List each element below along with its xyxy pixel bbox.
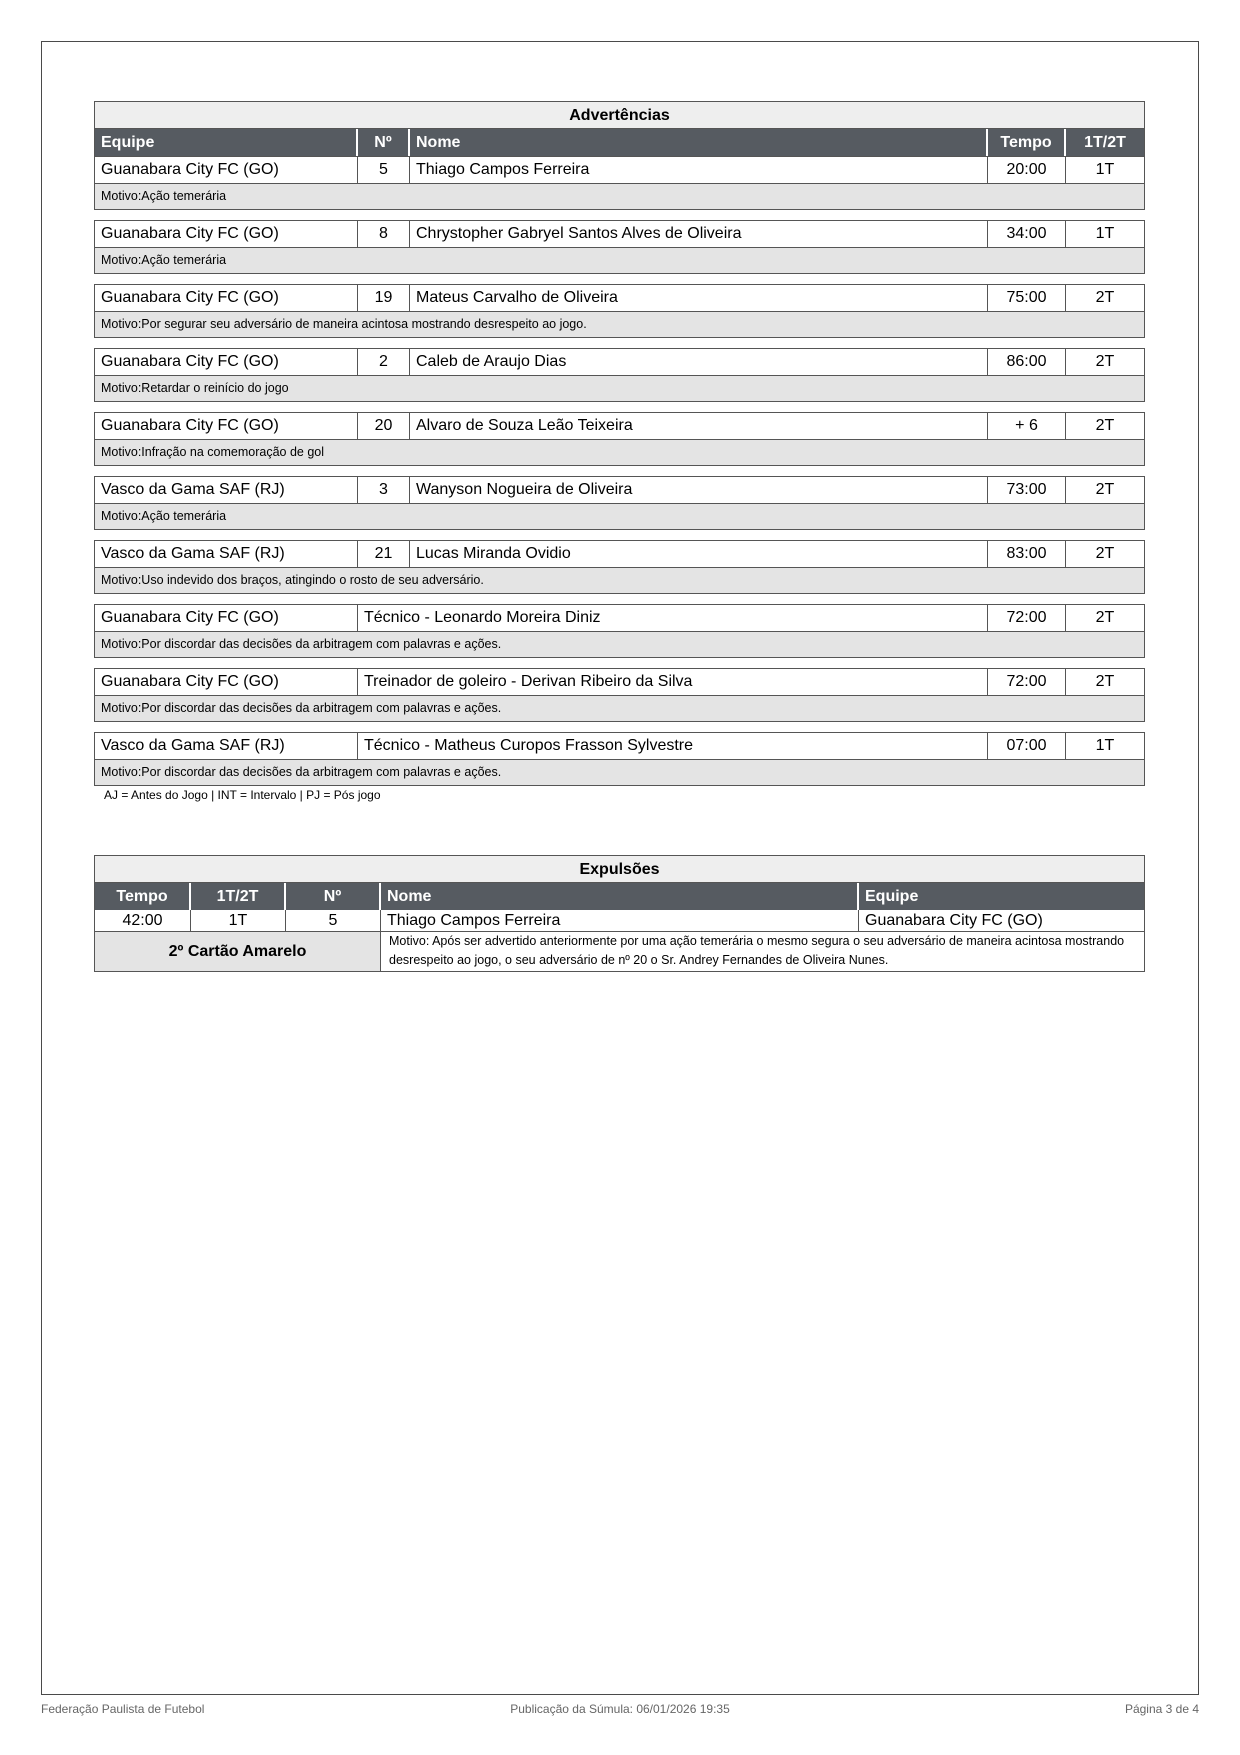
cell-equipe: Vasco da Gama SAF (RJ) — [95, 477, 358, 503]
cell-motivo: Motivo:Uso indevido dos braços, atingindo o rosto de seu adversário. — [94, 568, 1145, 594]
cell-periodo: 1T — [1095, 225, 1115, 242]
cell-equipe: Guanabara City FC (GO) — [95, 221, 358, 247]
cell-tempo: 07:00 — [988, 733, 1066, 759]
cell-tempo: 73:00 — [988, 477, 1066, 503]
table-row — [94, 540, 1145, 568]
warnings-title: Advertências — [94, 101, 1145, 129]
cell-staff-nome: Técnico - Leonardo Moreira Diniz — [358, 605, 988, 631]
cell-equipe: Guanabara City FC (GO) — [95, 349, 358, 375]
cell-periodo: 2T — [1095, 417, 1115, 434]
cell-nome: Alvaro de Souza Leão Teixeira — [410, 413, 988, 439]
cell-staff-nome: Treinador de goleiro - Derivan Ribeiro da Silva — [358, 669, 988, 695]
cell-equipe: Guanabara City FC (GO) — [95, 605, 358, 631]
cell-tempo: 83:00 — [988, 541, 1066, 567]
cell-motivo: Motivo:Ação temerária — [94, 184, 1145, 210]
staff-warning-entry — [94, 668, 1145, 722]
header-numero: Nº — [286, 883, 381, 910]
cell-motivo: Motivo:Por discordar das decisões da arbitragem com palavras e ações. — [94, 632, 1145, 658]
cell-nome: Thiago Campos Ferreira — [410, 157, 988, 183]
header-periodo: 1T/2T — [1084, 134, 1126, 151]
cell-periodo: 1T — [191, 910, 286, 931]
cell-motivo: Motivo: Após ser advertido anteriormente por uma ação temerária o mesmo segura o seu adversário de maneira acintosa mostrando desrespeito ao jogo, o seu adversário de nº 20 o Sr. Andrey Fernandes de Oliveira Nunes. — [389, 934, 1125, 967]
header-equipe: Equipe — [95, 129, 358, 156]
cell-equipe: Guanabara City FC (GO) — [95, 413, 358, 439]
warnings-header — [94, 129, 1145, 156]
cell-nome: Wanyson Nogueira de Oliveira — [410, 477, 988, 503]
table-row — [94, 412, 1145, 440]
header-tempo: Tempo — [95, 883, 191, 910]
header-periodo: 1T/2T — [191, 883, 286, 910]
expulsions-table — [94, 855, 1145, 972]
table-row — [94, 220, 1145, 248]
table-row — [94, 284, 1145, 312]
table-row — [94, 668, 1145, 696]
header-equipe: Equipe — [865, 888, 919, 905]
table-row — [94, 732, 1145, 760]
cell-nome: Lucas Miranda Ovidio — [410, 541, 988, 567]
legend-text: AJ = Antes do Jogo | INT = Intervalo | PJ = Pós jogo — [104, 788, 381, 802]
footer-organization: Federação Paulista de Futebol — [41, 1702, 205, 1716]
table-row — [94, 476, 1145, 504]
header-tempo: Tempo — [988, 129, 1066, 156]
expulsions-header — [94, 883, 1145, 910]
cell-tempo: 72:00 — [988, 605, 1066, 631]
cell-equipe: Guanabara City FC (GO) — [865, 912, 1043, 929]
footer-publication-date: Publicação da Súmula: 06/01/2026 19:35 — [510, 1702, 730, 1716]
cell-nome: Chrystopher Gabryel Santos Alves de Oliveira — [410, 221, 988, 247]
warning-entry — [94, 348, 1145, 402]
expulsion-detail — [94, 932, 1145, 972]
cell-tempo: 34:00 — [988, 221, 1066, 247]
table-row — [94, 910, 1145, 932]
table-row — [94, 348, 1145, 376]
cell-equipe: Guanabara City FC (GO) — [95, 157, 358, 183]
cell-numero: 20 — [358, 413, 410, 439]
cell-nome: Caleb de Araujo Dias — [410, 349, 988, 375]
warning-entry — [94, 284, 1145, 338]
cell-motivo: Motivo:Ação temerária — [94, 504, 1145, 530]
cell-numero: 19 — [358, 285, 410, 311]
card-type: 2º Cartão Amarelo — [95, 932, 381, 971]
cell-periodo: 2T — [1095, 353, 1115, 370]
table-row — [94, 156, 1145, 184]
cell-numero: 3 — [358, 477, 410, 503]
staff-warning-entry — [94, 732, 1145, 786]
warning-entry — [94, 540, 1145, 594]
header-nome: Nome — [381, 883, 859, 910]
cell-motivo: Motivo:Infração na comemoração de gol — [94, 440, 1145, 466]
cell-periodo: 1T — [1095, 161, 1115, 178]
cell-motivo: Motivo:Por discordar das decisões da arbitragem com palavras e ações. — [94, 696, 1145, 722]
warning-entry — [94, 220, 1145, 274]
cell-equipe: Vasco da Gama SAF (RJ) — [95, 733, 358, 759]
cell-nome: Mateus Carvalho de Oliveira — [410, 285, 988, 311]
cell-motivo: Motivo:Ação temerária — [94, 248, 1145, 274]
header-nome: Nome — [410, 129, 988, 156]
cell-periodo: 2T — [1095, 481, 1115, 498]
cell-periodo: 2T — [1095, 289, 1115, 306]
cell-equipe: Vasco da Gama SAF (RJ) — [95, 541, 358, 567]
cell-motivo: Motivo:Retardar o reinício do jogo — [94, 376, 1145, 402]
expulsions-title: Expulsões — [94, 855, 1145, 883]
cell-numero: 8 — [358, 221, 410, 247]
cell-motivo: Motivo:Por discordar das decisões da arbitragem com palavras e ações. — [94, 760, 1145, 786]
cell-staff-nome: Técnico - Matheus Curopos Frasson Sylvestre — [358, 733, 988, 759]
cell-numero: 2 — [358, 349, 410, 375]
cell-tempo: 42:00 — [95, 910, 191, 931]
warning-entry — [94, 476, 1145, 530]
cell-tempo: + 6 — [988, 413, 1066, 439]
cell-numero: 5 — [286, 910, 381, 931]
staff-warning-entry — [94, 604, 1145, 658]
cell-periodo: 2T — [1095, 609, 1115, 626]
cell-equipe: Guanabara City FC (GO) — [95, 285, 358, 311]
warnings-table — [94, 101, 1145, 802]
table-row — [94, 604, 1145, 632]
cell-nome: Thiago Campos Ferreira — [381, 910, 859, 931]
cell-periodo: 2T — [1095, 673, 1115, 690]
cell-periodo: 2T — [1095, 545, 1115, 562]
cell-equipe: Guanabara City FC (GO) — [95, 669, 358, 695]
cell-motivo: Motivo:Por segurar seu adversário de maneira acintosa mostrando desrespeito ao jogo. — [94, 312, 1145, 338]
cell-tempo: 20:00 — [988, 157, 1066, 183]
cell-tempo: 72:00 — [988, 669, 1066, 695]
warning-entry — [94, 156, 1145, 210]
header-numero: Nº — [358, 129, 410, 156]
footer-page-number: Página 3 de 4 — [1124, 1702, 1199, 1716]
cell-numero: 5 — [358, 157, 410, 183]
cell-tempo: 86:00 — [988, 349, 1066, 375]
warning-entry — [94, 412, 1145, 466]
cell-numero: 21 — [358, 541, 410, 567]
cell-periodo: 1T — [1095, 737, 1115, 754]
cell-tempo: 75:00 — [988, 285, 1066, 311]
